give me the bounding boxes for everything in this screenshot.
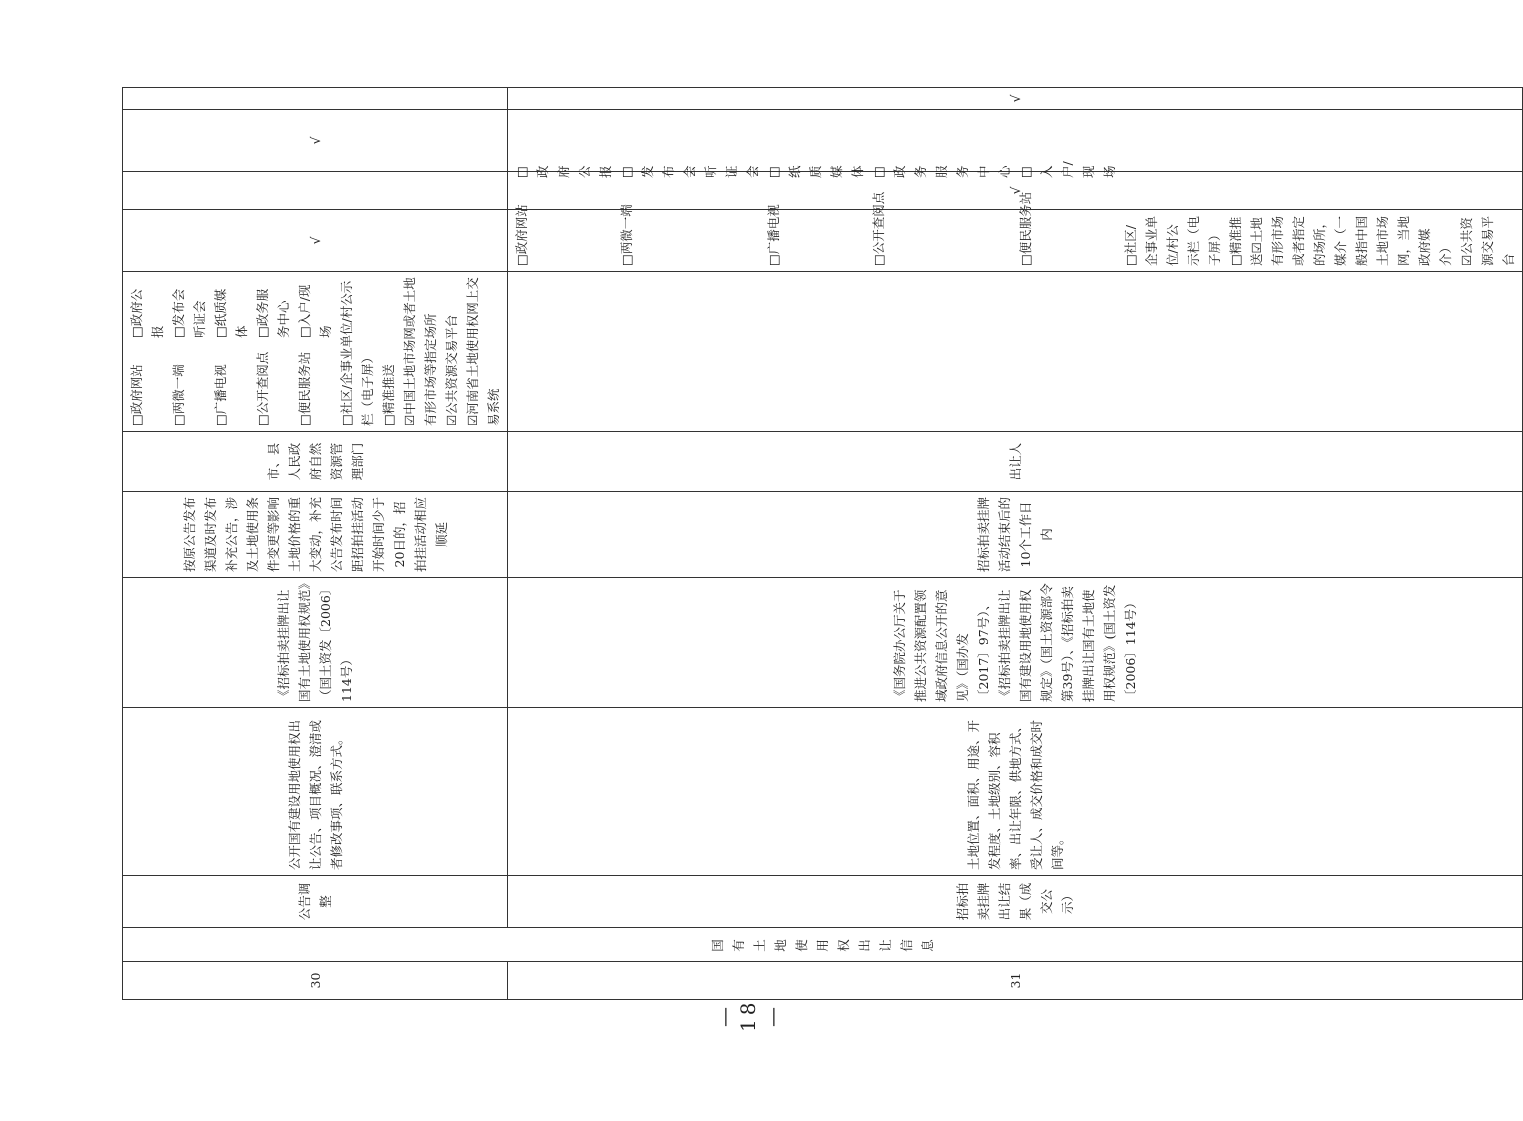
channel-option: □两微一端 <box>171 364 186 426</box>
category-text: 国有土地使用权出让信息 <box>710 937 935 952</box>
channel-option: □入户/现场 <box>297 284 333 338</box>
row-number: 30 <box>123 962 508 1000</box>
content-cell: 公开国有建设用地使用权出让公告、项目概况、澄清或者修改事项、联系方式。 <box>123 708 508 876</box>
row-number: 31 <box>508 962 1523 1000</box>
item-text: 招标拍卖挂牌出让结果（成交公示） <box>955 882 1075 921</box>
channels-cell <box>123 272 508 432</box>
channel-option: ☑公共资源交易平台 <box>444 314 459 426</box>
channel-option: □广播电视 <box>766 204 781 266</box>
channel-option: □精准推送 <box>381 364 396 426</box>
channel-option: □发布会听证会 <box>619 165 760 178</box>
item-cell <box>508 876 1523 928</box>
channel-option: □广播电视 <box>213 364 228 426</box>
check-mark-b <box>123 172 508 210</box>
channel-option: □社区/企事业单位/村公示栏（电子屏） <box>339 280 375 426</box>
item-cell: 公告调整 <box>123 876 508 928</box>
page-number: — 18 — <box>712 998 784 1032</box>
channel-option: □入户/现场 <box>1018 161 1117 178</box>
channel-option: □政府网站 <box>514 204 529 266</box>
check-mark-c: √ <box>508 88 1523 110</box>
channel-option: □发布会听证会 <box>171 288 207 338</box>
check-mark-a: √ <box>508 172 1523 210</box>
subject-cell: 市、县人民政府自然资源管理部门 <box>123 432 508 492</box>
category-cell <box>123 928 1523 962</box>
channel-option: □政府公报 <box>514 165 613 178</box>
rotated-table-sheet <box>122 88 1516 1000</box>
blank-cell <box>123 88 508 110</box>
subject-cell-extra <box>508 272 1523 432</box>
channel-option: ☑中国土地市场网或者土地有形市场等指定场所 <box>402 277 438 426</box>
channel-option: ☑河南省土地使用权网上交易系统 <box>465 277 501 426</box>
channel-option: □两微一端 <box>619 204 634 266</box>
channel-option: □政府网站 <box>129 364 144 426</box>
channel-option: □精准推送☑土地有形市场或者指定的场所，媒介（一般指中国土地市场网，当地政府媒介） <box>1228 215 1453 266</box>
subject-cell: 出让人 <box>508 432 1523 492</box>
channel-option: □便民服务站 <box>297 351 312 426</box>
check-mark-c: √ <box>123 110 508 172</box>
channel-option: □公开查阅点 <box>255 351 270 426</box>
channel-option: □便民服务站 <box>1018 191 1033 266</box>
disclosure-table <box>122 87 1523 1000</box>
timing-cell: 招标拍卖挂牌活动结束后的10个工作日内 <box>508 492 1523 578</box>
content-cell: 土地位置、面积、用途、开发程度、土地级别、容积率、出让年限、供地方式、受让人、成交价格和成交时间等。 <box>508 708 1523 876</box>
channel-option: □纸质媒体 <box>766 165 865 178</box>
channel-option: □政府公报 <box>129 288 165 338</box>
channel-option: □公开查阅点 <box>871 191 886 266</box>
channel-option: □政务服务中心 <box>255 288 291 338</box>
table-row <box>123 88 508 1000</box>
channel-option: ☑公共资源交易平台 <box>1459 215 1516 266</box>
basis-cell: 《招标拍卖挂牌出让国有土地使用权规范》（国土资发〔2006〕114号） <box>123 578 508 708</box>
table-row <box>508 88 1523 1000</box>
channel-option: □纸质媒体 <box>213 288 249 338</box>
check-mark-a: √ <box>123 210 508 272</box>
channel-option: □社区/企事业单位/村公示栏（电子屏） <box>1123 215 1222 266</box>
channels-cell <box>508 161 1523 272</box>
channel-option: □政务服务中心 <box>871 165 1012 178</box>
timing-cell: 按原公告发布渠道及时发布补充公告，涉及土地使用条件变更等影响土地价格的重大变动，补充公告发布时间距招拍挂活动开始时间少于20日的，招拍挂活动相应顺延 <box>123 492 508 578</box>
basis-cell: 《国务院办公厅关于推进公共资源配置领域政府信息公开的意见》（国办发〔2017〕97号）、《招标拍卖挂牌出让国有建设用地使用权规定》（国土资源部令第39号）、《招标拍卖挂牌出让国有土地使用权规范》(国土资发〔2006〕114号） <box>508 578 1523 708</box>
